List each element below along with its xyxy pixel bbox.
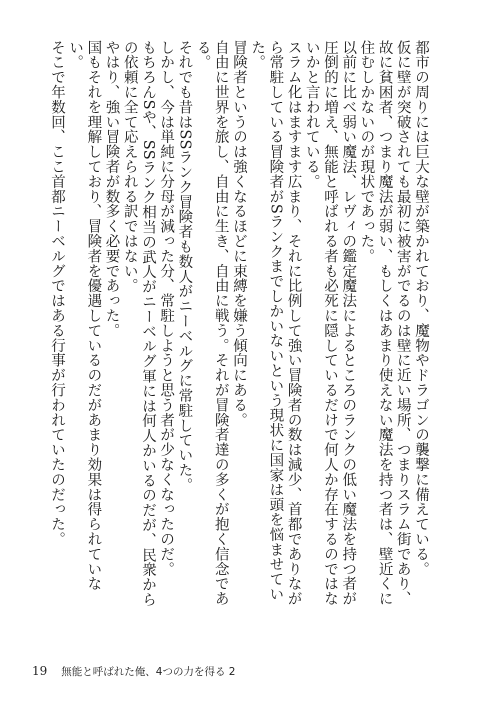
page-footer xyxy=(32,664,235,679)
paragraph: しかし、今は単純に分母が減った分、常駐しようと思う者が少なくなったのだ。 xyxy=(158,40,175,577)
running-title: 無能と呼ばれた俺、4つの力を得る 2 xyxy=(61,666,236,678)
paragraph: 仮に壁が突破されても最初に被害がでるのは壁に近い場所、つまりスラム街であり、故に貧困者、つまり魔法が弱い、もしくはあまり使えない魔法を持つ者は、壁近くに住むしかないのが現状であった。 xyxy=(358,40,411,607)
paragraph: 都市の周りには巨大な壁が築かれており、魔物やドラゴンの襲撃に備えている。 xyxy=(413,40,429,577)
page-number: 19 xyxy=(32,664,48,678)
paragraph: そこで年数回、ここ首都ニーベルグではある行事が行われていたのだった。 xyxy=(48,40,65,547)
paragraph: もちろんSや、SSランク相当の武人がニーベルグ軍には何人かいるのだが、民衆からの依頼に全て応えられる訳ではない。 xyxy=(121,40,156,608)
paragraph: 国もそれを理解しており、冒険者を優遇しているのだがあまり効果は得られていない。 xyxy=(67,40,102,592)
paragraph: 以前に比べ弱い魔法、レヴィの鑑定魔法によるところのランクの低い魔法を持つ者が圧倒的に増え、無能と呼ばれる者も必死に隠しているだけで何人か存在するのではないかと言われている。 xyxy=(303,40,357,607)
paragraph: 自由に世界を旅し、自由に生き、自由に戦う。それが冒険者達の多くが抱く信念である。 xyxy=(194,40,229,607)
body-text xyxy=(48,40,430,620)
paragraph: 冒険者というのは強くなるほどに束縛を嫌う傾向にある。 xyxy=(230,40,247,428)
paragraph: やはり、強い冒険者が数多く必要であった。 xyxy=(103,40,120,338)
paragraph: それでも昔はSSランク冒険者も数人がニーベルグに常駐していた。 xyxy=(176,40,193,493)
paragraph: スラム化はますます広まり、それに比例して強い冒険者の数は減少、首都でありながら常駐している冒険者がSランクまでしかいないという現状に国家は頭を悩ませていた。 xyxy=(249,40,302,607)
